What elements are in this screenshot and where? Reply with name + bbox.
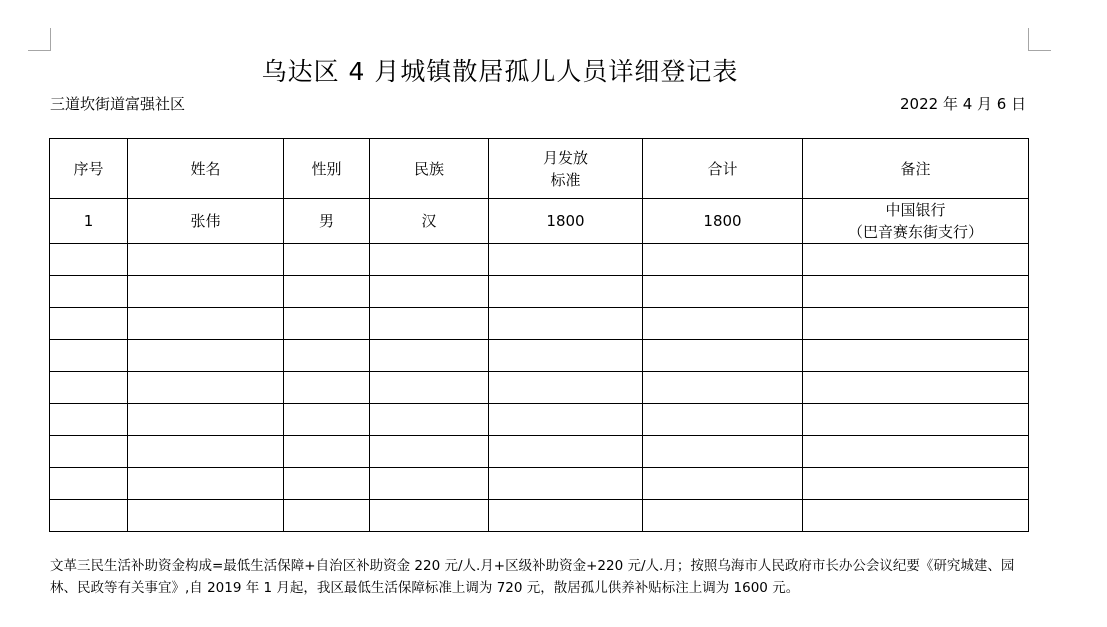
empty-cell [803,500,1029,532]
community-name: 三道坎街道富强社区 [50,95,186,113]
empty-cell [370,372,489,404]
empty-cell [50,468,128,500]
empty-cell [489,340,643,372]
empty-cell [128,372,284,404]
empty-cell [284,244,370,276]
empty-cell [370,244,489,276]
empty-cell [489,372,643,404]
empty-cell [643,404,803,436]
empty-cell [128,500,284,532]
empty-cell [284,500,370,532]
empty-cell [284,276,370,308]
table-row-empty [50,276,1029,308]
cell-seq: 1 [50,199,128,244]
header-monthly-standard-line1: 月发放 [542,148,588,167]
empty-cell [643,468,803,500]
empty-cell [489,404,643,436]
empty-cell [489,244,643,276]
empty-cell [370,468,489,500]
document-title: 乌达区 4 月城镇散居孤儿人员详细登记表 [261,57,739,86]
empty-cell [128,404,284,436]
empty-cell [50,308,128,340]
cell-monthly-standard: 1800 [489,199,643,244]
empty-cell [370,500,489,532]
empty-cell [370,276,489,308]
empty-cell [643,340,803,372]
empty-cell [803,468,1029,500]
header-seq: 序号 [50,139,128,199]
document-date: 2022 年 4 月 6 日 [900,95,1027,113]
header-monthly-standard-line2: 标准 [550,170,581,189]
empty-cell [803,372,1029,404]
table-row [50,199,1029,244]
table-row-empty [50,340,1029,372]
empty-cell [128,244,284,276]
table-row-empty [50,468,1029,500]
empty-cell [50,500,128,532]
empty-cell [803,276,1029,308]
cell-name: 张伟 [128,199,284,244]
empty-cell [489,500,643,532]
cell-total: 1800 [643,199,803,244]
empty-cell [284,468,370,500]
empty-cell [803,340,1029,372]
empty-cell [370,436,489,468]
page-corner-mark-top-right [1028,28,1051,51]
table-row-empty [50,372,1029,404]
cell-remarks-line2: （巴音赛东街支行） [847,223,983,241]
empty-cell [803,436,1029,468]
empty-cell [370,340,489,372]
empty-cell [489,308,643,340]
header-total: 合计 [643,139,803,199]
cell-gender: 男 [284,199,370,244]
empty-cell [643,436,803,468]
header-remarks: 备注 [803,139,1029,199]
empty-cell [284,308,370,340]
empty-cell [284,340,370,372]
empty-cell [643,500,803,532]
empty-cell [50,436,128,468]
table-row-empty [50,404,1029,436]
page-corner-mark-top-left [28,28,51,51]
table-header-row [50,139,1029,199]
empty-cell [370,404,489,436]
table-row-empty [50,308,1029,340]
empty-cell [489,468,643,500]
table-row-empty [50,436,1029,468]
empty-cell [50,372,128,404]
empty-cell [284,372,370,404]
empty-cell [803,244,1029,276]
cell-remarks [803,199,1029,244]
empty-cell [643,372,803,404]
empty-cell [643,276,803,308]
empty-cell [50,276,128,308]
header-monthly-standard [489,139,643,199]
empty-cell [50,340,128,372]
empty-cell [128,436,284,468]
empty-cell [489,276,643,308]
empty-cell [284,404,370,436]
table-row-empty [50,500,1029,532]
empty-cell [128,308,284,340]
empty-cell [489,436,643,468]
empty-cell [643,308,803,340]
empty-cell [370,308,489,340]
cell-remarks-line1: 中国银行 [885,201,946,219]
cell-ethnicity: 汉 [370,199,489,244]
empty-cell [803,308,1029,340]
empty-cell [128,340,284,372]
registration-table [49,138,1029,532]
header-gender: 性别 [284,139,370,199]
empty-cell [643,244,803,276]
footnote: 文革三民生活补助资金构成=最低生活保障+自治区补助资金 220 元/人.月+区级补助资金+220 元/人.月；按照乌海市人民政府市长办公会议纪要《研究城建、园林、民政等有关事宜》,自 2019 年 1 月起，我区最低生活保障标准上调为 720 元，散居孤儿供养补贴标注上调为 1600 元。 [50,558,1015,596]
table-row-empty [50,244,1029,276]
empty-cell [50,404,128,436]
header-name: 姓名 [128,139,284,199]
empty-cell [50,244,128,276]
empty-cell [128,276,284,308]
empty-cell [284,436,370,468]
empty-cell [803,404,1029,436]
header-ethnicity: 民族 [370,139,489,199]
empty-cell [128,468,284,500]
